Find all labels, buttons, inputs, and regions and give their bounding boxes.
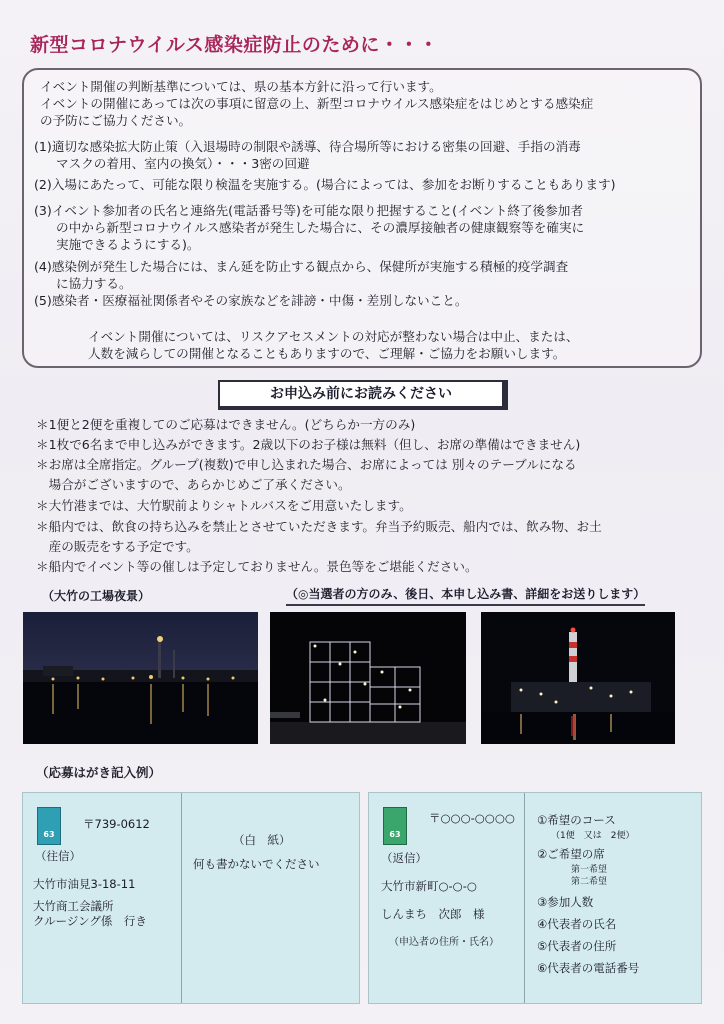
rule-item-line: マスクの着用、室内の換気）・・・3密の回避 bbox=[56, 156, 310, 171]
card-divider bbox=[181, 793, 182, 1003]
rule-item-line: (3)イベント参加者の氏名と連絡先(電話番号等)を可能な限り把握すること(イベント終了後参加者 bbox=[34, 203, 583, 218]
rule-item-line: に協力する。 bbox=[56, 276, 132, 291]
reply-postal-code: 〒○○○-○○○○ bbox=[429, 811, 515, 825]
rule-item-2 bbox=[34, 176, 616, 193]
rule-item-3 bbox=[34, 202, 584, 253]
photos-note: （◎当選者の方のみ、後日、本申し込み書、詳細をお送りします） bbox=[286, 585, 645, 606]
field-seat: ②ご希望の席 bbox=[537, 847, 605, 861]
rule-item-line: (1)適切な感染拡大防止策（入退場時の制限や誘導、待合場所等における密集の回避、手指の消毒 bbox=[34, 139, 581, 154]
note-line: ＊船内でイベント等の催しは予定しておりません。景色等をご堪能ください。 bbox=[36, 559, 478, 574]
outgoing-recipient: 大竹商工会議所 bbox=[33, 899, 114, 913]
stamp-icon: 63 bbox=[37, 807, 61, 845]
outgoing-recipient: クルージング係 行き bbox=[33, 914, 147, 928]
reply-address: 大竹市新町○-○-○ bbox=[381, 879, 477, 893]
field-course-note: （1便 又は 2便） bbox=[551, 831, 635, 841]
outgoing-label: （往信） bbox=[35, 849, 81, 863]
blank-note: 何も書かないでください bbox=[193, 857, 320, 871]
card-divider bbox=[524, 793, 525, 1003]
field-rep-name: ④代表者の氏名 bbox=[537, 917, 617, 931]
rule-item-line: 実施できるようにする)。 bbox=[56, 237, 200, 252]
reply-postcard bbox=[368, 792, 702, 1004]
photos-caption: （大竹の工場夜景） bbox=[42, 589, 151, 603]
stamp-icon: 63 bbox=[383, 807, 407, 845]
field-rep-address: ⑤代表者の住所 bbox=[537, 939, 617, 953]
reply-name: しんまち 次郎 様 bbox=[381, 907, 485, 921]
rules-closing-line: 人数を減らしての開催となることもありますので、ご理解・ご協力をお願いします。 bbox=[88, 346, 566, 361]
outgoing-postal-code: 〒739-0612 bbox=[83, 817, 150, 831]
field-seat-second: 第二希望 bbox=[571, 877, 608, 887]
factory-night-photo-3 bbox=[481, 612, 675, 744]
rule-item-4 bbox=[34, 258, 568, 292]
outgoing-address: 大竹市油見3-18-11 bbox=[33, 877, 136, 891]
outgoing-postcard bbox=[22, 792, 360, 1004]
rule-item-line: (2)入場にあたって、可能な限り検温を実施する。(場合によっては、参加をお断りすることもあります) bbox=[34, 177, 616, 192]
rules-intro-line: イベントの開催にあっては次の事項に留意の上、新型コロナウイルス感染症をはじめとする感染症 bbox=[40, 96, 594, 111]
rule-item-1 bbox=[34, 138, 581, 172]
note-line: 場合がございますので、あらかじめご了承ください。 bbox=[36, 477, 351, 492]
field-seat-first: 第一希望 bbox=[571, 865, 608, 875]
page-title: 新型コロナウイルス感染症防止のために・・・ bbox=[30, 34, 439, 56]
reply-name-note: （申込者の住所・氏名） bbox=[389, 937, 499, 948]
sample-title: （応募はがき記入例） bbox=[36, 765, 162, 780]
rules-intro-line: イベント開催の判断基準については、県の基本方針に沿って行います。 bbox=[40, 79, 442, 94]
field-rep-phone: ⑥代表者の電話番号 bbox=[537, 961, 640, 975]
note-line: 産の販売をする予定です。 bbox=[36, 539, 199, 554]
note-line: ＊お席は全席指定。グループ(複数)で申し込まれた場合、お席によっては 別々のテーブルになる bbox=[36, 457, 577, 472]
note-line: ＊船内では、飲食の持ち込みを禁止とさせていただきます。弁当予約販売、船内では、飲み物、お土 bbox=[36, 519, 602, 534]
field-people: ③参加人数 bbox=[537, 895, 594, 909]
note-line: ＊大竹港までは、大竹駅前よりシャトルバスをご用意いたします。 bbox=[36, 498, 412, 513]
rules-closing-line: イベント開催については、リスクアセスメントの対応が整わない場合は中止、または、 bbox=[88, 329, 579, 344]
rule-item-line: (4)感染例が発生した場合には、まん延を防止する観点から、保健所が実施する積極的疫学調査 bbox=[34, 259, 569, 274]
rules-intro-line: の予防にご協力ください。 bbox=[40, 113, 192, 128]
rule-item-5 bbox=[34, 292, 467, 309]
factory-night-photo-1 bbox=[23, 612, 258, 744]
notice-heading: お申込み前にお読みください bbox=[218, 380, 508, 410]
reply-label: （返信） bbox=[381, 851, 427, 865]
rule-item-line: (5)感染者・医療福祉関係者やその家族などを誹謗・中傷・差別しないこと。 bbox=[34, 293, 468, 308]
note-line: ＊1便と2便を重複してのご応募はできません。(どちらか一方のみ) bbox=[36, 417, 416, 432]
field-course: ①希望のコース bbox=[537, 813, 616, 827]
blank-title: （白 紙） bbox=[233, 833, 291, 847]
factory-night-photo-2 bbox=[270, 612, 466, 744]
rule-item-line: の中から新型コロナウイルス感染者が発生した場合に、その濃厚接触者の健康観察等を確実に bbox=[56, 220, 585, 235]
note-line: ＊1枚で6名まで申し込みができます。2歳以下のお子様は無料（但し、お席の準備はできません) bbox=[36, 437, 581, 452]
covid-rules-box bbox=[22, 68, 702, 368]
